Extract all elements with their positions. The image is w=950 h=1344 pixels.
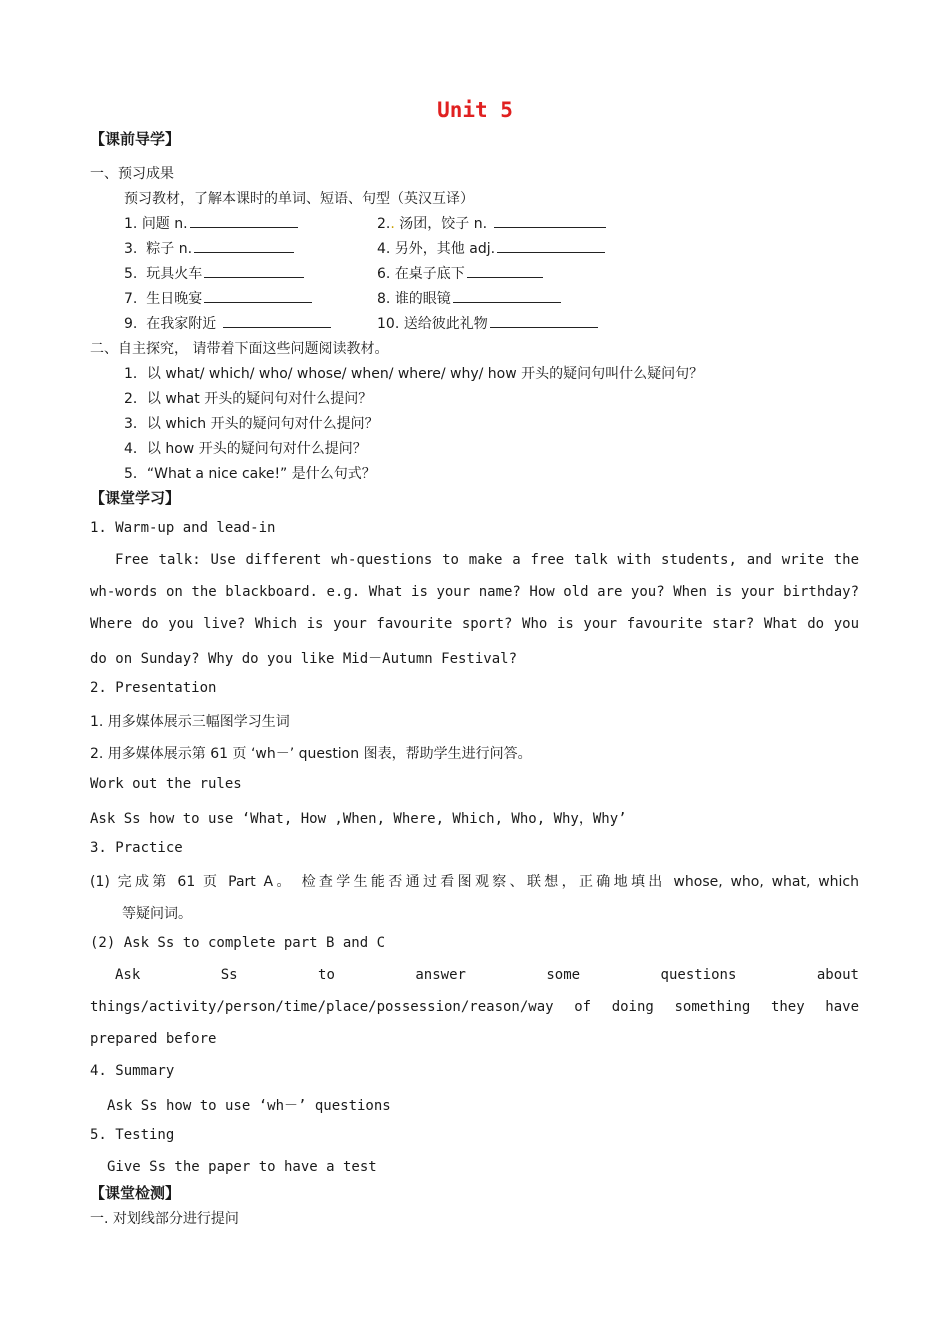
step1-title: 1. Warm-up and lead-in: [90, 520, 276, 536]
vocab-item: 10. 送给彼此礼物: [377, 313, 598, 333]
practice2-line: prepared before: [90, 1031, 217, 1047]
step1-line: do on Sunday? Why do you like Mid－Autumn Festival?: [90, 651, 518, 667]
page-title: Unit 5: [437, 98, 513, 122]
vocab-item: 2.. 汤团，饺子 n.: [377, 213, 606, 233]
step2-title: 2. Presentation: [90, 680, 217, 696]
practice2-line: things/activity/person/time/place/possession/reason/way of doing something they have: [90, 999, 859, 1015]
step1-line: Where do you live? Which is your favourite sport? Who is your favourite star? What do you: [90, 616, 859, 632]
vocab-item: 1. 问题 n.: [124, 213, 298, 233]
step5-text: Give Ss the paper to have a test: [107, 1159, 377, 1175]
practice1-line: (1) 完成第 61 页 Part A。 检查学生能否通过看图观察、联想，正确地填出 whose, who, what, which: [90, 874, 859, 890]
answer-blank: [204, 263, 304, 278]
vocab-item: 4. 另外，其他 adj.: [377, 238, 605, 258]
step2-item: 2. 用多媒体展示第 61 页 ‘wh－’ question 图表，帮助学生进行问答。: [90, 746, 532, 762]
vocab-item: 3. 粽子 n.: [124, 238, 294, 258]
vocab-item: 6. 在桌子底下: [377, 263, 543, 283]
section-heading-preview: 【课前导学】: [90, 130, 181, 148]
question-item: 4．以 how 开头的疑问句对什么提问？: [124, 441, 367, 457]
ask-rules: Ask Ss how to use ‘What, How ,When, Where, Which, Who, Why，Why’: [90, 811, 627, 827]
vocab-item: 8. 谁的眼镜: [377, 288, 561, 308]
answer-blank: [467, 263, 543, 278]
vocab-item: 7. 生日晚宴: [124, 288, 312, 308]
vocab-item: 9. 在我家附近: [124, 313, 331, 333]
section-heading-classroom: 【课堂学习】: [90, 489, 181, 507]
section-heading-check: 【课堂检测】: [90, 1184, 181, 1202]
question-item: 2．以 what 开头的疑问句对什么提问？: [124, 391, 373, 407]
step1-line: Free talk: Use different wh-questions to make a free talk with students, and write the: [115, 552, 859, 568]
practice2-title: (2) Ask Ss to complete part B and C: [90, 935, 386, 951]
vocab-item: 5. 玩具火车: [124, 263, 304, 283]
step5-title: 5. Testing: [90, 1127, 175, 1143]
answer-blank: [494, 213, 606, 228]
practice1-line: 等疑问词。: [122, 906, 192, 922]
part1-intro: 预习教材，了解本课时的单词、短语、句型（英汉互译）: [124, 191, 474, 207]
part1-title: 一、预习成果: [90, 166, 174, 182]
step4-title: 4. Summary: [90, 1063, 175, 1079]
question-item: 3．以 which 开头的疑问句对什么提问？: [124, 416, 379, 432]
answer-blank: [204, 288, 312, 303]
answer-blank: [490, 313, 598, 328]
question-item: 1．以 what/ which/ who/ whose/ when/ where/ why/ how 开头的疑问句叫什么疑问句？: [124, 366, 704, 382]
part2-title: 二、自主探究， 请带着下面这些问题阅读教材。: [90, 341, 389, 357]
answer-blank: [453, 288, 561, 303]
step4-text: Ask Ss how to use ‘wh－’ questions: [107, 1098, 391, 1114]
check-item: 一. 对划线部分进行提问: [90, 1211, 239, 1227]
answer-blank: [190, 213, 298, 228]
step2-item: 1. 用多媒体展示三幅图学习生词: [90, 714, 290, 730]
question-item: 5．“What a nice cake!” 是什么句式？: [124, 466, 376, 482]
answer-blank: [497, 238, 605, 253]
work-out-rules: Work out the rules: [90, 776, 242, 792]
practice2-line: Ask Ss to answer some questions about: [115, 967, 859, 983]
answer-blank: [194, 238, 294, 253]
answer-blank: [223, 313, 331, 328]
step1-line: wh-words on the blackboard. e.g. What is your name? How old are you? When is your birthday?: [90, 584, 859, 600]
step3-title: 3. Practice: [90, 840, 183, 856]
